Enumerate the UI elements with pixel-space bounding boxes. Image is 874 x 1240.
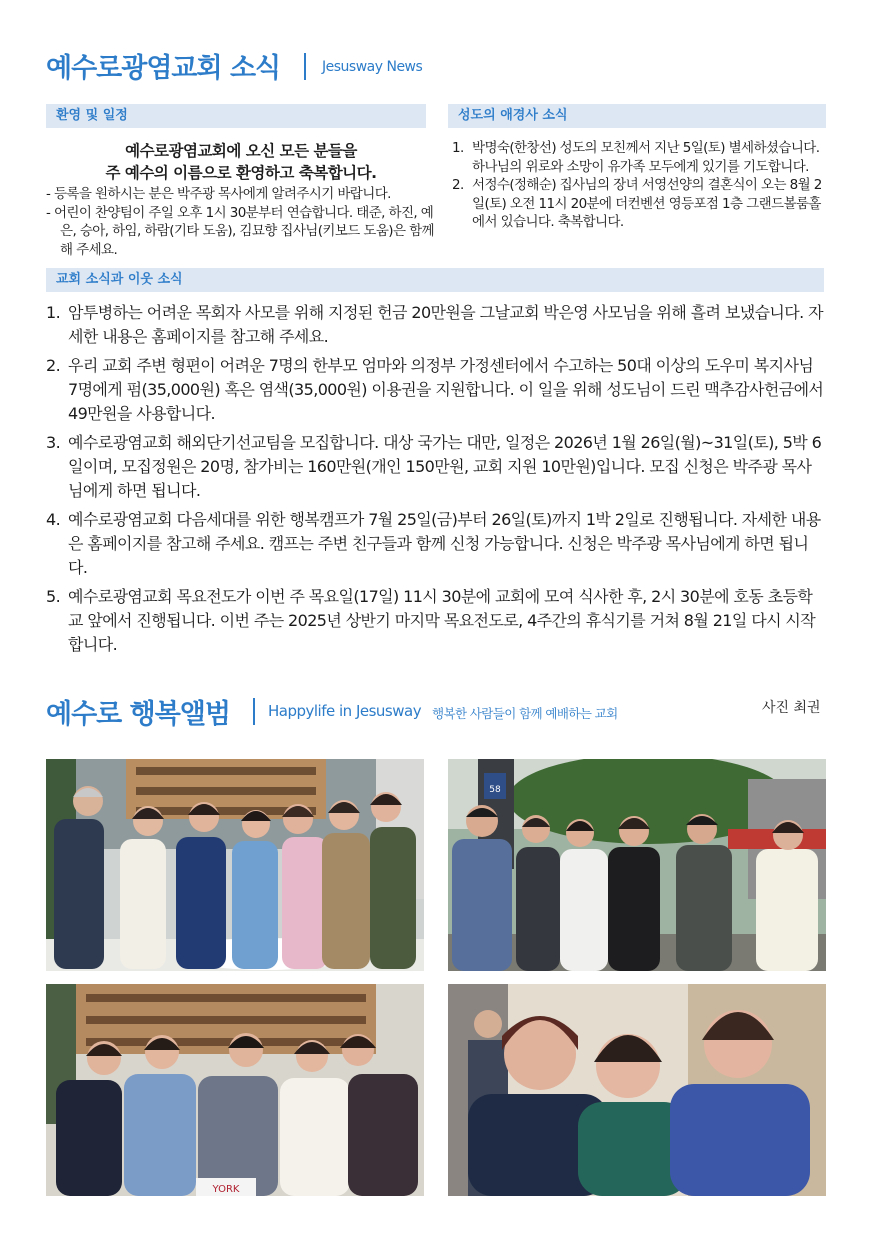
family-section-label: 성도의 애경사 소식 — [448, 104, 826, 128]
welcome-title-line1: 예수로광염교회에 오신 모든 분들을 — [125, 142, 357, 160]
album-title: 예수로 행복앨범 — [46, 699, 230, 730]
item-text: 암투병하는 어려운 목회자 사모를 위해 지정된 헌금 20만원을 그날교회 박은영 사모님을 위해 흘려 보냈습니다. 자세한 내용은 홈페이지를 참고해 주세요. — [68, 303, 823, 346]
item-text: 예수로광염교회 다음세대를 위한 행복캠프가 7월 25일(금)부터 26일(토)까지 1박 2일로 진행됩니다. 자세한 내용은 홈페이지를 참고해 주세요. 캠프는 주변 친구들과 함께 신청 가능합니다. 신청은 박주광 목사님에게 하면 됩니다. — [68, 510, 821, 577]
family-news-list — [452, 139, 830, 232]
welcome-section-label: 환영 및 일정 — [46, 104, 426, 128]
album-photo-group-library — [46, 759, 424, 971]
news-item — [46, 301, 826, 349]
item-number: 5. — [46, 587, 61, 606]
news-item — [46, 585, 826, 657]
family-news-item — [452, 176, 830, 232]
item-text: 박명숙(한창선) 성도의 모친께서 지난 5일(토) 별세하셨습니다. 하나님의 위로와 소망이 유가족 모두에게 있기를 기도합니다. — [472, 140, 820, 175]
welcome-item: - 어린이 찬양팀이 주일 오후 1시 30분부터 연습합니다. 태준, 하진, 예은, 승아, 하임, 하람(기타 도움), 김묘향 집사님(키보드 도움)은 함께해 주세요. — [46, 204, 434, 258]
album-subtitle: Happylife in Jesusway — [268, 702, 422, 720]
album-photo-three-women — [448, 984, 826, 1196]
shopping-bag-logo-text: YORK — [212, 1184, 240, 1195]
church-news-list — [46, 301, 826, 662]
welcome-item: - 등록을 원하시는 분은 박주광 목사에게 알려주시기 바랍니다. — [46, 186, 391, 202]
item-number: 4. — [46, 510, 61, 529]
newsletter-subtitle: Jesusway News — [322, 59, 423, 75]
album-tagline: 행복한 사람들이 함께 예배하는 교회 — [432, 706, 618, 721]
item-text: 우리 교회 주변 형편이 어려운 7명의 한부모 엄마와 의정부 가정센터에서 수고하는 50대 이상의 도우미 복지사님 7명에게 펌(35,000원) 혹은 염색(35,000원) 이용권을 지원합니다. 이 일을 위해 성도님이 드린 맥추감사헌금에서 49만원을 사용합니다. — [68, 356, 824, 423]
welcome-list — [46, 185, 438, 259]
item-text: 예수로광염교회 목요전도가 이번 주 목요일(17일) 11시 30분에 교회에 모여 식사한 후, 2시 30분에 호동 초등학교 앞에서 진행됩니다. 이번 주는 2025년 상반기 마지막 목요전도로, 4주간의 휴식기를 거쳐 8월 21일 다시 시작합니다. — [68, 587, 816, 654]
item-number: 1. — [46, 303, 61, 322]
album-photo-youth-outdoor — [448, 759, 826, 971]
family-news-item — [452, 139, 830, 176]
item-number: 1. — [452, 140, 464, 156]
album-divider — [253, 698, 255, 725]
newsletter-title: 예수로광염교회 소식 — [46, 53, 281, 84]
item-text: 예수로광염교회 해외단기선교팀을 모집합니다. 대상 국가는 대만, 일정은 2026년 1월 26일(월)~31일(토), 5박 6일이며, 모집정원은 20명, 참가비는 160만원(개인 150만원, 교회 지원 10만원)입니다. 모집 신청은 박주광 목사님에게 하면 됩니다. — [68, 433, 822, 500]
item-number: 3. — [46, 433, 61, 452]
item-number: 2. — [452, 177, 464, 193]
welcome-title — [46, 140, 436, 184]
album-photo-women-group — [46, 984, 424, 1196]
item-number: 2. — [46, 356, 61, 375]
title-divider — [304, 53, 306, 80]
photo-credit: 사진 최권 — [762, 700, 821, 716]
news-item — [46, 508, 826, 580]
news-section-label: 교회 소식과 이웃 소식 — [46, 268, 824, 292]
welcome-title-line2: 주 예수의 이름으로 환영하고 축복합니다. — [105, 164, 377, 182]
street-sign-number: 58 — [489, 785, 501, 795]
item-text: 서정수(정해순) 집사님의 장녀 서영선양의 결혼식이 오는 8월 2일(토) 오전 11시 20분에 더컨벤션 영등포점 1층 그랜드볼룸홀에서 있습니다. 축복합니다. — [472, 177, 822, 230]
news-item — [46, 354, 826, 426]
news-item — [46, 431, 826, 503]
